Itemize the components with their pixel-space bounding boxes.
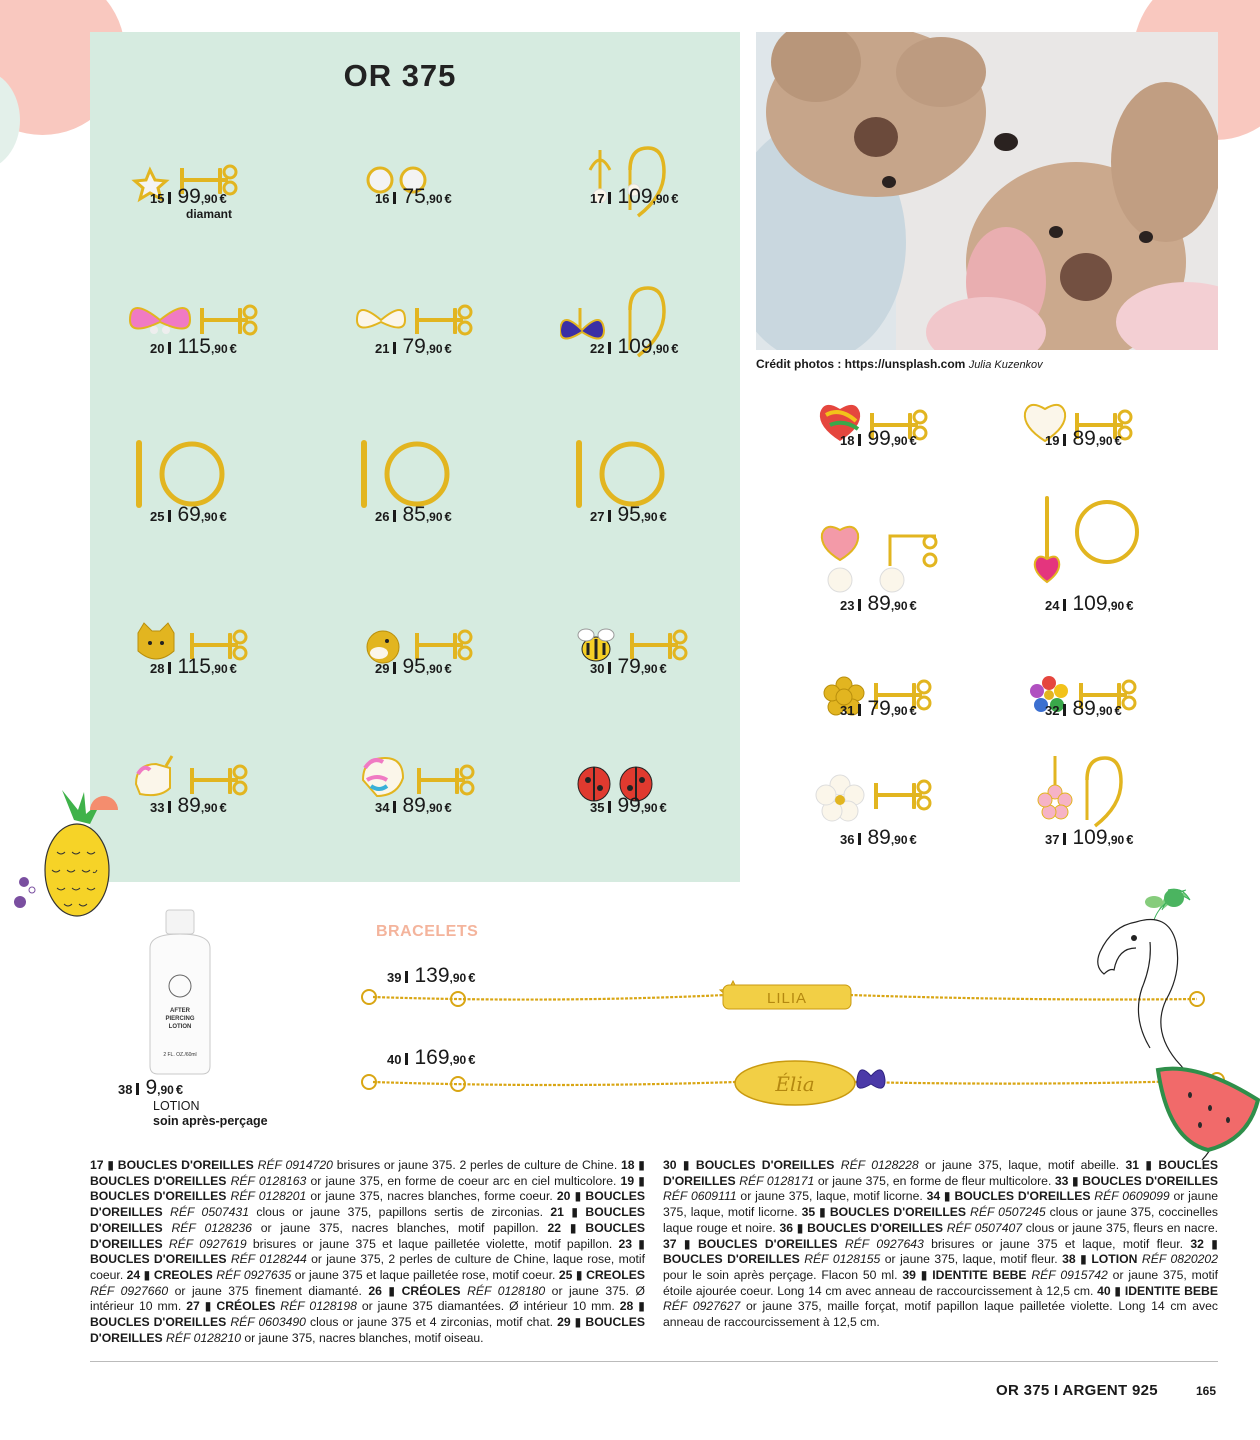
- description-entry-26: 26 ▮ CRÉOLES RÉF 0128180 or jaune 375. Ø intérieur 10 mm.: [90, 1283, 646, 1314]
- product-price-36: [840, 826, 917, 850]
- bracelet-39-price-dec: ,90: [449, 971, 467, 985]
- product-price-20: [150, 335, 237, 359]
- price-currency: €: [659, 661, 667, 676]
- product-price-29: [375, 655, 452, 679]
- photo-credit-label: Crédit photos : https://unsplash.com: [756, 357, 966, 371]
- product-price-17: [590, 185, 678, 209]
- item-number: 33: [150, 800, 165, 815]
- price-decimals: ,90: [1095, 434, 1113, 448]
- description-entry-17: 17 ▮ BOUCLES D'OREILLES RÉF 0914720 brisures or jaune 375. 2 perles de culture de Chine.: [90, 1158, 621, 1172]
- price-int: 109: [617, 335, 653, 358]
- lotion-number: 38: [118, 1082, 133, 1097]
- price-decimals: ,90: [890, 704, 908, 718]
- price-currency: €: [1126, 832, 1134, 847]
- price-currency: €: [444, 509, 452, 524]
- item-number: 35: [590, 800, 605, 815]
- price-int: 85: [402, 503, 426, 526]
- item-number: 28: [150, 661, 165, 676]
- price-int: 69: [177, 503, 201, 526]
- description-entry-20: 20 ▮ BOUCLES D'OREILLES RÉF 0507431 clous or jaune 375, papillons sertis de zirconias.: [90, 1189, 646, 1220]
- description-entry-29: 29 ▮ BOUCLES D'OREILLES RÉF 0128210 or jaune 375, nacres blanches, motif oiseau.: [90, 1315, 645, 1345]
- price-decimals: ,90: [210, 662, 228, 676]
- item-number: 37: [1045, 832, 1060, 847]
- lotion-label: [153, 1099, 268, 1129]
- price-currency: €: [229, 661, 237, 676]
- price-currency: €: [1114, 703, 1122, 718]
- price-currency: €: [444, 191, 452, 206]
- bracelets-title: BRACELETS: [376, 923, 479, 940]
- price-currency: €: [444, 341, 452, 356]
- price-decimals: ,90: [652, 342, 670, 356]
- price-decimals: ,90: [425, 801, 443, 815]
- item-number: 36: [840, 832, 855, 847]
- item-number: 25: [150, 509, 165, 524]
- description-entry-34: 34 ▮ BOUCLES D'OREILLES RÉF 0609099 or jaune 375, laque, motif licorne.: [663, 1189, 1218, 1220]
- description-entry-33: 33 ▮ BOUCLES D'OREILLES RÉF 0609111 or jaune 375, laque, motif licorne.: [663, 1173, 1218, 1204]
- price-decimals: ,90: [652, 192, 670, 206]
- description-entry-18: 18 ▮ BOUCLES D'OREILLES RÉF 0128163 or jaune 375, en forme de coeur arc en ciel multicolore.: [90, 1158, 646, 1188]
- price-currency: €: [229, 341, 237, 356]
- price-decimals: ,90: [1107, 599, 1125, 613]
- description-entry-37: 37 ▮ BOUCLES D'OREILLES RÉF 0927643 brisures or jaune 375 et laque, motif fleur.: [663, 1236, 1191, 1251]
- price-currency: €: [219, 800, 227, 815]
- lotion-price-int: 9: [145, 1076, 158, 1099]
- lotion-bottle-text-4: 2 FL. OZ./60ml: [163, 1052, 197, 1058]
- price-int: 79: [402, 335, 426, 358]
- price-int: 95: [617, 503, 641, 526]
- lotion-label-line2: soin après-perçage: [153, 1114, 268, 1128]
- price-currency: €: [219, 509, 227, 524]
- product-price-16: [375, 185, 452, 209]
- product-item-25: [120, 430, 320, 570]
- lotion-price-dec: ,90: [157, 1083, 174, 1097]
- price-currency: €: [444, 661, 452, 676]
- product-price-25: [150, 503, 227, 527]
- product-price-19: [1045, 427, 1122, 451]
- price-currency: €: [909, 703, 917, 718]
- bracelet-40-engraving: Élia: [775, 1072, 815, 1096]
- price-int: 89: [177, 794, 201, 817]
- product-price-34: [375, 794, 452, 818]
- product-price-28: [150, 655, 237, 679]
- price-decimals: ,90: [425, 192, 443, 206]
- price-currency: €: [909, 598, 917, 613]
- item-number: 19: [1045, 433, 1060, 448]
- price-int: 89: [867, 592, 891, 615]
- product-price-21: [375, 335, 452, 359]
- price-decimals: ,90: [1107, 833, 1125, 847]
- description-entry-24: 24 ▮ CREOLES RÉF 0927635 or jaune 375 et laque pailletée rose, motif coeur.: [126, 1267, 559, 1282]
- price-currency: €: [909, 433, 917, 448]
- product-item-37: [1015, 750, 1215, 890]
- bracelet-39-price-currency: €: [468, 970, 476, 985]
- photo-credit: [756, 357, 1043, 371]
- price-int: 89: [1072, 697, 1096, 720]
- bracelet-39: [355, 975, 1215, 1020]
- lotion-label-line1: LOTION: [153, 1099, 200, 1113]
- lotion-bottle-text-3: LOTION: [168, 1024, 192, 1030]
- description-entry-39: 39 ▮ IDENTITE BEBE RÉF 0915742 or jaune 375, motif étoile ajourée coeur. Long 14 cm avec anneau de raccourcissement à 12,5 cm.: [663, 1267, 1219, 1298]
- item-number: 18: [840, 433, 855, 448]
- pineapple-illustration: [12, 790, 122, 930]
- description-right: [663, 1158, 1218, 1331]
- price-int: 109: [1072, 592, 1108, 615]
- price-int: 109: [1072, 826, 1108, 849]
- footer-text: OR 375 I ARGENT 925: [996, 1382, 1158, 1399]
- product-item-16: [345, 140, 545, 280]
- price-int: 89: [1072, 427, 1096, 450]
- price-currency: €: [444, 800, 452, 815]
- product-price-35: [590, 794, 667, 818]
- page-number: 165: [1196, 1384, 1217, 1398]
- item-number: 21: [375, 341, 390, 356]
- item-number: 29: [375, 661, 390, 676]
- price-int: 99: [617, 794, 641, 817]
- photo-credit-author: Julia Kuzenkov: [968, 359, 1043, 371]
- product-item-36: [810, 755, 1010, 895]
- price-currency: €: [659, 509, 667, 524]
- product-price-32: [1045, 697, 1122, 721]
- product-price-33: [150, 794, 227, 818]
- price-int: 89: [867, 826, 891, 849]
- product-item-23: [810, 510, 1010, 650]
- footer-divider: [90, 1361, 1218, 1362]
- lotion-bottle-text-2: PIERCING: [165, 1016, 195, 1022]
- item-number: 24: [1045, 598, 1060, 613]
- lotion-bottle: [140, 908, 220, 1076]
- price-currency: €: [909, 832, 917, 847]
- price-int: 99: [177, 185, 201, 208]
- description-entry-21: 21 ▮ BOUCLES D'OREILLES RÉF 0128236 or jaune 375, nacres blanches, motif papillon.: [90, 1205, 645, 1235]
- description-entry-27: 27 ▮ CRÉOLES RÉF 0128198 or jaune 375 diamantées. Ø intérieur 10 mm.: [186, 1299, 620, 1314]
- bracelet-40-number: 40: [387, 1052, 402, 1067]
- teddy-bears-photo: [756, 32, 1218, 350]
- description-entry-22: 22 ▮ BOUCLES D'OREILLES RÉF 0927619 brisures or jaune 375 et laque pailletée violette, motif papillon.: [90, 1220, 646, 1251]
- price-decimals: ,90: [425, 510, 443, 524]
- price-int: 115: [177, 655, 211, 678]
- description-entry-35: 35 ▮ BOUCLES D'OREILLES RÉF 0507245 clous or jaune 375, coccinelles laque rouge et noire.: [663, 1205, 1218, 1235]
- item-number: 22: [590, 341, 605, 356]
- lotion-price: [118, 1076, 183, 1100]
- price-decimals: ,90: [425, 662, 443, 676]
- item-number: 26: [375, 509, 390, 524]
- description-entry-19: 19 ▮ BOUCLES D'OREILLES RÉF 0128201 or jaune 375, nacres blanches, forme coeur.: [90, 1173, 645, 1204]
- description-entry-36: 36 ▮ BOUCLES D'OREILLES RÉF 0507407 clous or jaune 375, fleurs en nacre.: [779, 1220, 1218, 1235]
- product-price-27: [590, 503, 667, 527]
- price-decimals: ,90: [890, 599, 908, 613]
- price-currency: €: [1126, 598, 1134, 613]
- bracelet-39-number: 39: [387, 970, 402, 985]
- description-entry-25: 25 ▮ CREOLES RÉF 0927660 or jaune 375 finement diamanté.: [90, 1267, 645, 1298]
- description-entry-23: 23 ▮ BOUCLES D'OREILLES RÉF 0128244 or jaune 375, 2 perles de culture de Chine, laque rose, motif coeur.: [90, 1236, 646, 1282]
- product-price-30: [590, 655, 667, 679]
- bracelet-40-price-currency: €: [468, 1052, 476, 1067]
- product-item-27: [560, 430, 760, 570]
- description-entry-30: 30 ▮ BOUCLES D'OREILLES RÉF 0128228 or jaune 375, laque, motif abeille.: [663, 1158, 1126, 1172]
- bracelet-39-engraving: LILIA: [766, 990, 808, 1007]
- price-currency: €: [671, 191, 679, 206]
- product-price-37: [1045, 826, 1133, 850]
- description-entry-38: 38 ▮ LOTION RÉF 0820202 pour le soin après perçage. Flacon 50 ml.: [663, 1252, 1218, 1282]
- lotion-bottle-text-1: AFTER: [170, 1008, 190, 1014]
- price-int: 99: [867, 427, 891, 450]
- bracelet-40-price-int: 169: [414, 1046, 450, 1069]
- price-decimals: ,90: [640, 662, 658, 676]
- price-decimals: ,90: [890, 833, 908, 847]
- price-decimals: ,90: [210, 342, 228, 356]
- description-entry-31: 31 ▮ BOUCLES D'OREILLES RÉF 0128171 or jaune 375, en forme de fleur multicolore.: [663, 1158, 1218, 1188]
- item-number: 20: [150, 341, 165, 356]
- product-price-22: [590, 335, 678, 359]
- price-currency: €: [219, 191, 227, 206]
- price-int: 95: [402, 655, 426, 678]
- price-decimals: ,90: [200, 510, 218, 524]
- section-title: OR 375: [343, 58, 457, 93]
- price-int: 89: [402, 794, 426, 817]
- product-price-24: [1045, 592, 1133, 616]
- item-number: 16: [375, 191, 390, 206]
- product-price-26: [375, 503, 452, 527]
- product-price-23: [840, 592, 917, 616]
- product-price-18: [840, 427, 917, 451]
- lotion-price-currency: €: [175, 1082, 184, 1097]
- price-decimals: ,90: [890, 434, 908, 448]
- price-int: 109: [617, 185, 653, 208]
- bracelet-40-price-dec: ,90: [449, 1053, 467, 1067]
- product-item-17: [560, 140, 760, 280]
- price-decimals: ,90: [640, 801, 658, 815]
- description-entry-32: 32 ▮ BOUCLES D'OREILLES RÉF 0128155 or jaune 375, laque, motif fleur.: [663, 1236, 1218, 1267]
- price-decimals: ,90: [200, 801, 218, 815]
- item-number: 32: [1045, 703, 1060, 718]
- price-decimals: ,90: [640, 510, 658, 524]
- price-int: 115: [177, 335, 211, 358]
- product-item-26: [345, 430, 545, 570]
- price-decimals: ,90: [1095, 704, 1113, 718]
- item-number: 31: [840, 703, 855, 718]
- description-entry-40: 40 ▮ IDENTITE BEBE RÉF 0927627 or jaune 375, maille forçat, motif papillon laque pailletée violette. Long 14 cm avec anneau de raccourcissement à 12,5 cm.: [663, 1283, 1218, 1330]
- product-item-18: [810, 385, 1010, 525]
- price-int: 79: [867, 697, 891, 720]
- item-number: 23: [840, 598, 855, 613]
- bracelet-39-price-int: 139: [414, 964, 450, 987]
- product-price-15: [150, 185, 227, 209]
- item-number: 30: [590, 661, 605, 676]
- flamingo-illustration: [1090, 880, 1260, 1170]
- item-number: 15: [150, 191, 165, 206]
- description-left: [90, 1158, 645, 1346]
- price-currency: €: [659, 800, 667, 815]
- description-entry-28: 28 ▮ BOUCLES D'OREILLES RÉF 0603490 clous or jaune 375 et 4 zirconias, motif chat.: [90, 1299, 646, 1330]
- item-number: 27: [590, 509, 605, 524]
- product-subtitle-15: diamant: [186, 207, 233, 221]
- price-decimals: ,90: [200, 192, 218, 206]
- price-currency: €: [1114, 433, 1122, 448]
- product-price-31: [840, 697, 917, 721]
- item-number: 17: [590, 191, 605, 206]
- price-int: 79: [617, 655, 641, 678]
- price-currency: €: [671, 341, 679, 356]
- price-int: 75: [402, 185, 426, 208]
- price-decimals: ,90: [425, 342, 443, 356]
- item-number: 34: [375, 800, 390, 815]
